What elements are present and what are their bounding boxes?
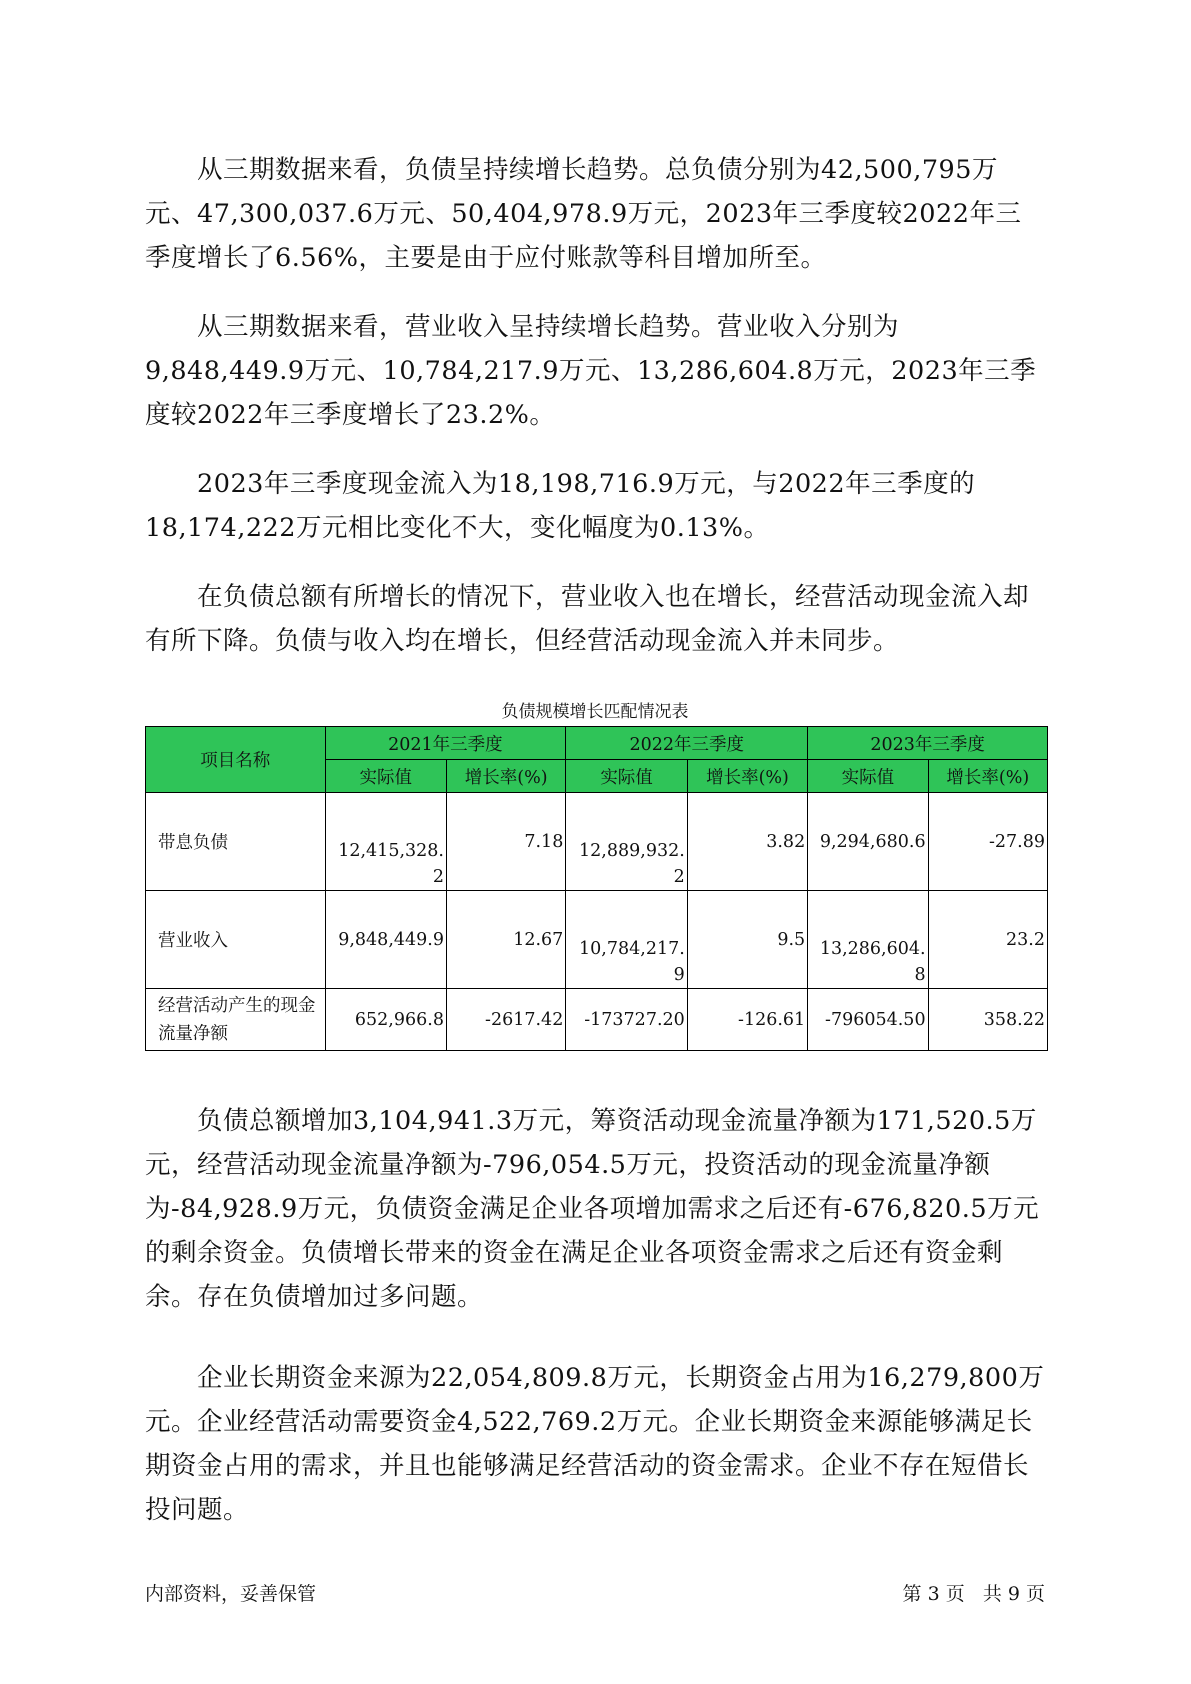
cell-value: -126.61 xyxy=(687,989,807,1051)
header-period-2023: 2023年三季度 xyxy=(808,727,1048,760)
cell-value: 12,415,328.2 xyxy=(325,793,446,891)
cell-value: 13,286,604.8 xyxy=(808,891,928,989)
row-label: 经营活动产生的现金流量净额 xyxy=(146,989,326,1051)
table-header-row xyxy=(146,727,1048,760)
cell-value: -796054.50 xyxy=(808,989,928,1051)
subheader-actual: 实际值 xyxy=(566,760,687,793)
footer-page-number: 第 3 页 共 9 页 xyxy=(902,1583,1045,1605)
table-row xyxy=(146,793,1048,891)
cell-value: 358.22 xyxy=(928,989,1047,1051)
paragraph-funding-surplus: 负债总额增加3,104,941.3万元，筹资活动现金流量净额为171,520.5万元，经营活动现金流量净额为-796,054.5万元，投资活动的现金流量净额为-84,928.9万元，负债资金满足企业各项增加需求之后还有-676,820.5万元的剩余资金。负债增长带来的资金在满足企业各项资金需求之后还有资金剩余。存在负债增加过多问题。 xyxy=(145,1106,1040,1312)
subheader-actual: 实际值 xyxy=(325,760,446,793)
row-label: 带息负债 xyxy=(146,793,326,891)
table-row xyxy=(146,891,1048,989)
header-period-2021: 2021年三季度 xyxy=(325,727,566,760)
row-label: 营业收入 xyxy=(146,891,326,989)
cell-value: 9,848,449.9 xyxy=(325,891,446,989)
subheader-growth: 增长率(%) xyxy=(687,760,807,793)
cell-value: 7.18 xyxy=(446,793,565,891)
paragraph-liabilities: 从三期数据来看，负债呈持续增长趋势。总负债分别为42,500,795万元、47,300,037.6万元、50,404,978.9万元，2023年三季度较2022年三季度增长了6.56%，主要是由于应付账款等科目增加所至。 xyxy=(145,155,1022,273)
liability-growth-table xyxy=(145,726,1048,1051)
cell-value: -27.89 xyxy=(928,793,1047,891)
paragraph-long-term-funds: 企业长期资金来源为22,054,809.8万元，长期资金占用为16,279,800万元。企业经营活动需要资金4,522,769.2万元。企业长期资金来源能够满足长期资金占用的需求，并且也能够满足经营活动的资金需求。企业不存在短借长投问题。 xyxy=(145,1363,1045,1525)
cell-value: 3.82 xyxy=(687,793,807,891)
header-period-2022: 2022年三季度 xyxy=(566,727,808,760)
paragraph-cash-inflow: 2023年三季度现金流入为18,198,716.9万元，与2022年三季度的18,174,222万元相比变化不大，变化幅度为0.13%。 xyxy=(145,469,976,543)
cell-value: 9.5 xyxy=(687,891,807,989)
cell-value: 9,294,680.6 xyxy=(808,793,928,891)
cell-value: 12.67 xyxy=(446,891,565,989)
subheader-actual: 实际值 xyxy=(808,760,928,793)
header-item-name: 项目名称 xyxy=(146,727,326,793)
cell-value: 10,784,217.9 xyxy=(566,891,687,989)
subheader-growth: 增长率(%) xyxy=(446,760,565,793)
paragraph-revenue: 从三期数据来看，营业收入呈持续增长趋势。营业收入分别为9,848,449.9万元、10,784,217.9万元、13,286,604.8万元，2023年三季度较2022年三季度增长了23.2%。 xyxy=(145,312,1037,430)
cell-value: 12,889,932.2 xyxy=(566,793,687,891)
table-caption: 负债规模增长匹配情况表 xyxy=(501,702,689,722)
cell-value: -173727.20 xyxy=(566,989,687,1051)
footer-confidential-note: 内部资料，妥善保管 xyxy=(145,1583,317,1605)
table-row xyxy=(146,989,1048,1051)
cell-value: 652,966.8 xyxy=(325,989,446,1051)
cell-value: -2617.42 xyxy=(446,989,565,1051)
subheader-growth: 增长率(%) xyxy=(928,760,1047,793)
cell-value: 23.2 xyxy=(928,891,1047,989)
paragraph-summary: 在负债总额有所增长的情况下，营业收入也在增长，经营活动现金流入却有所下降。负债与收入均在增长，但经营活动现金流入并未同步。 xyxy=(145,582,1030,656)
